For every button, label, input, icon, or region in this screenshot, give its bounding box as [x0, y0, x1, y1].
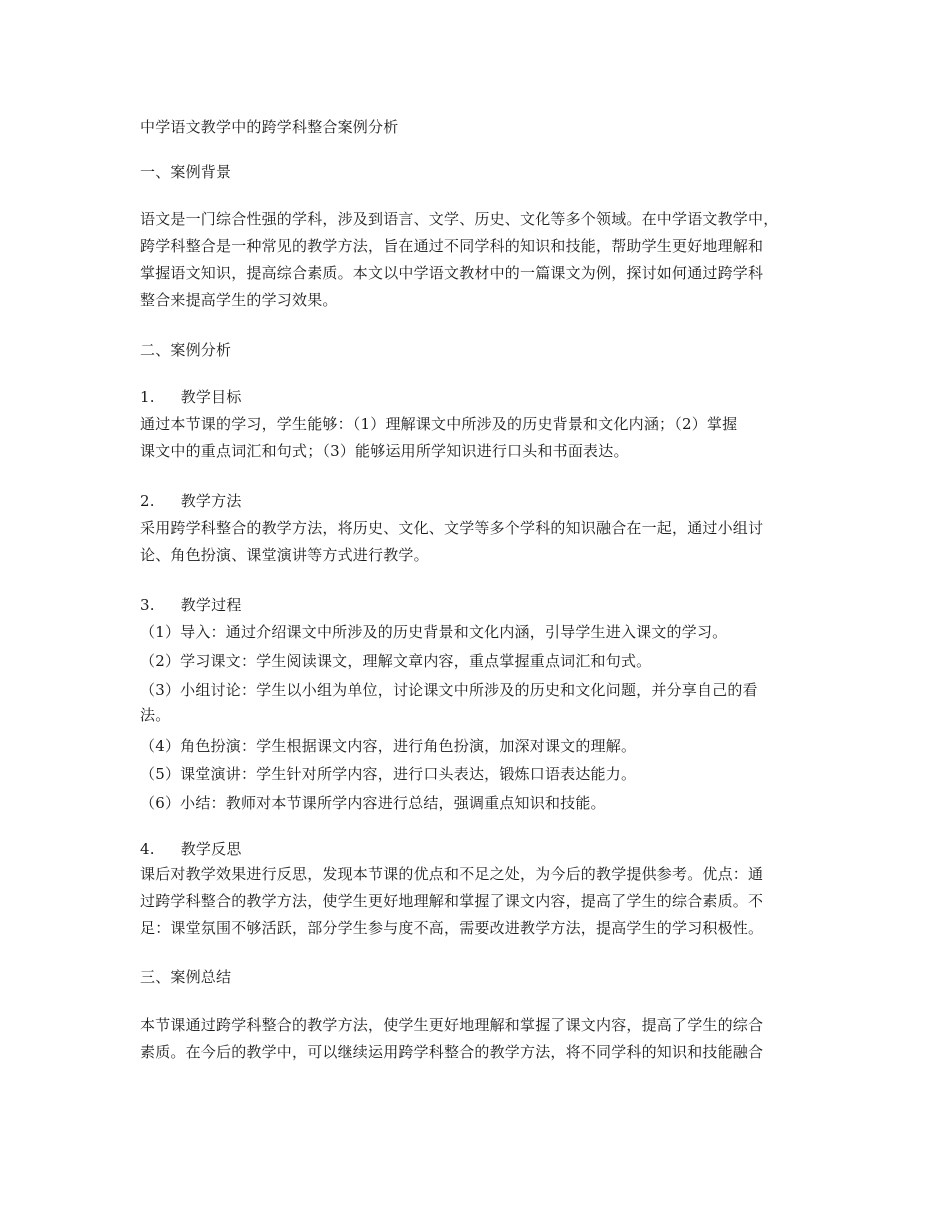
document-title: 中学语文教学中的跨学科整合案例分析 — [140, 118, 399, 136]
subsection-heading-process — [140, 595, 242, 615]
paragraph-line: 课后对教学效果进行反思，发现本节课的优点和不足之处，为今后的教学提供参考。优点：通 — [140, 865, 764, 883]
list-item: （3）小组讨论：学生以小组为单位，讨论课文中所涉及的历史和文化问题，并分享自己的看 — [140, 681, 758, 699]
list-item: （1）导入：通过介绍课文中所涉及的历史背景和文化内涵，引导学生进入课文的学习。 — [140, 623, 728, 641]
subsection-title: 教学目标 — [180, 388, 242, 406]
subsection-number: 3. — [140, 596, 155, 614]
paragraph-line: 足：课堂氛围不够活跃，部分学生参与度不高，需要改进教学方法，提高学生的学习积极性。 — [140, 919, 764, 937]
subsection-heading-goal — [140, 387, 242, 407]
subsection-title: 教学反思 — [180, 840, 242, 858]
paragraph-line: 通过本节课的学习，学生能够：（1）理解课文中所涉及的历史背景和文化内涵；（2）掌握 — [140, 415, 738, 433]
paragraph-line: 整合来提高学生的学习效果。 — [140, 291, 338, 309]
section-heading-summary: 三、案例总结 — [140, 968, 232, 986]
paragraph-line: 过跨学科整合的教学方法，使学生更好地理解和掌握了课文内容，提高了学生的综合素质。不 — [140, 892, 764, 910]
subsection-number: 4. — [140, 840, 155, 858]
subsection-heading-method — [140, 491, 242, 511]
list-item: （4）角色扮演：学生根据课文内容，进行角色扮演，加深对课文的理解。 — [140, 737, 637, 755]
list-item: （5）课堂演讲：学生针对所学内容，进行口头表达，锻炼口语表达能力。 — [140, 765, 637, 783]
paragraph-line: 论、角色扮演、课堂演讲等方式进行教学。 — [140, 546, 429, 564]
paragraph-line: 素质。在今后的教学中，可以继续运用跨学科整合的教学方法，将不同学科的知识和技能融合 — [140, 1043, 764, 1061]
paragraph-line: 课文中的重点词汇和句式；（3）能够运用所学知识进行口头和书面表达。 — [140, 442, 629, 460]
subsection-heading-reflection — [140, 839, 242, 859]
section-heading-analysis: 二、案例分析 — [140, 341, 232, 359]
paragraph-line: 采用跨学科整合的教学方法，将历史、文化、文学等多个学科的知识融合在一起，通过小组讨 — [140, 519, 764, 537]
section-heading-background: 一、案例背景 — [140, 163, 232, 181]
subsection-number: 1. — [140, 388, 155, 406]
paragraph-line: 本节课通过跨学科整合的教学方法，使学生更好地理解和掌握了课文内容，提高了学生的综合 — [140, 1016, 764, 1034]
subsection-title: 教学方法 — [180, 492, 242, 510]
paragraph-line: 跨学科整合是一种常见的教学方法，旨在通过不同学科的知识和技能，帮助学生更好地理解和 — [140, 237, 764, 255]
list-item-continuation: 法。 — [140, 706, 171, 724]
list-item: （2）学习课文：学生阅读课文，理解文章内容，重点掌握重点词汇和句式。 — [140, 652, 652, 670]
list-item: （6）小结：教师对本节课所学内容进行总结，强调重点知识和技能。 — [140, 794, 606, 812]
paragraph-line: 语文是一门综合性强的学科，涉及到语言、文学、历史、文化等多个领域。在中学语文教学中， — [140, 210, 779, 228]
subsection-title: 教学过程 — [180, 596, 242, 614]
paragraph-line: 掌握语文知识，提高综合素质。本文以中学语文教材中的一篇课文为例，探讨如何通过跨学科 — [140, 264, 764, 282]
subsection-number: 2. — [140, 492, 155, 510]
